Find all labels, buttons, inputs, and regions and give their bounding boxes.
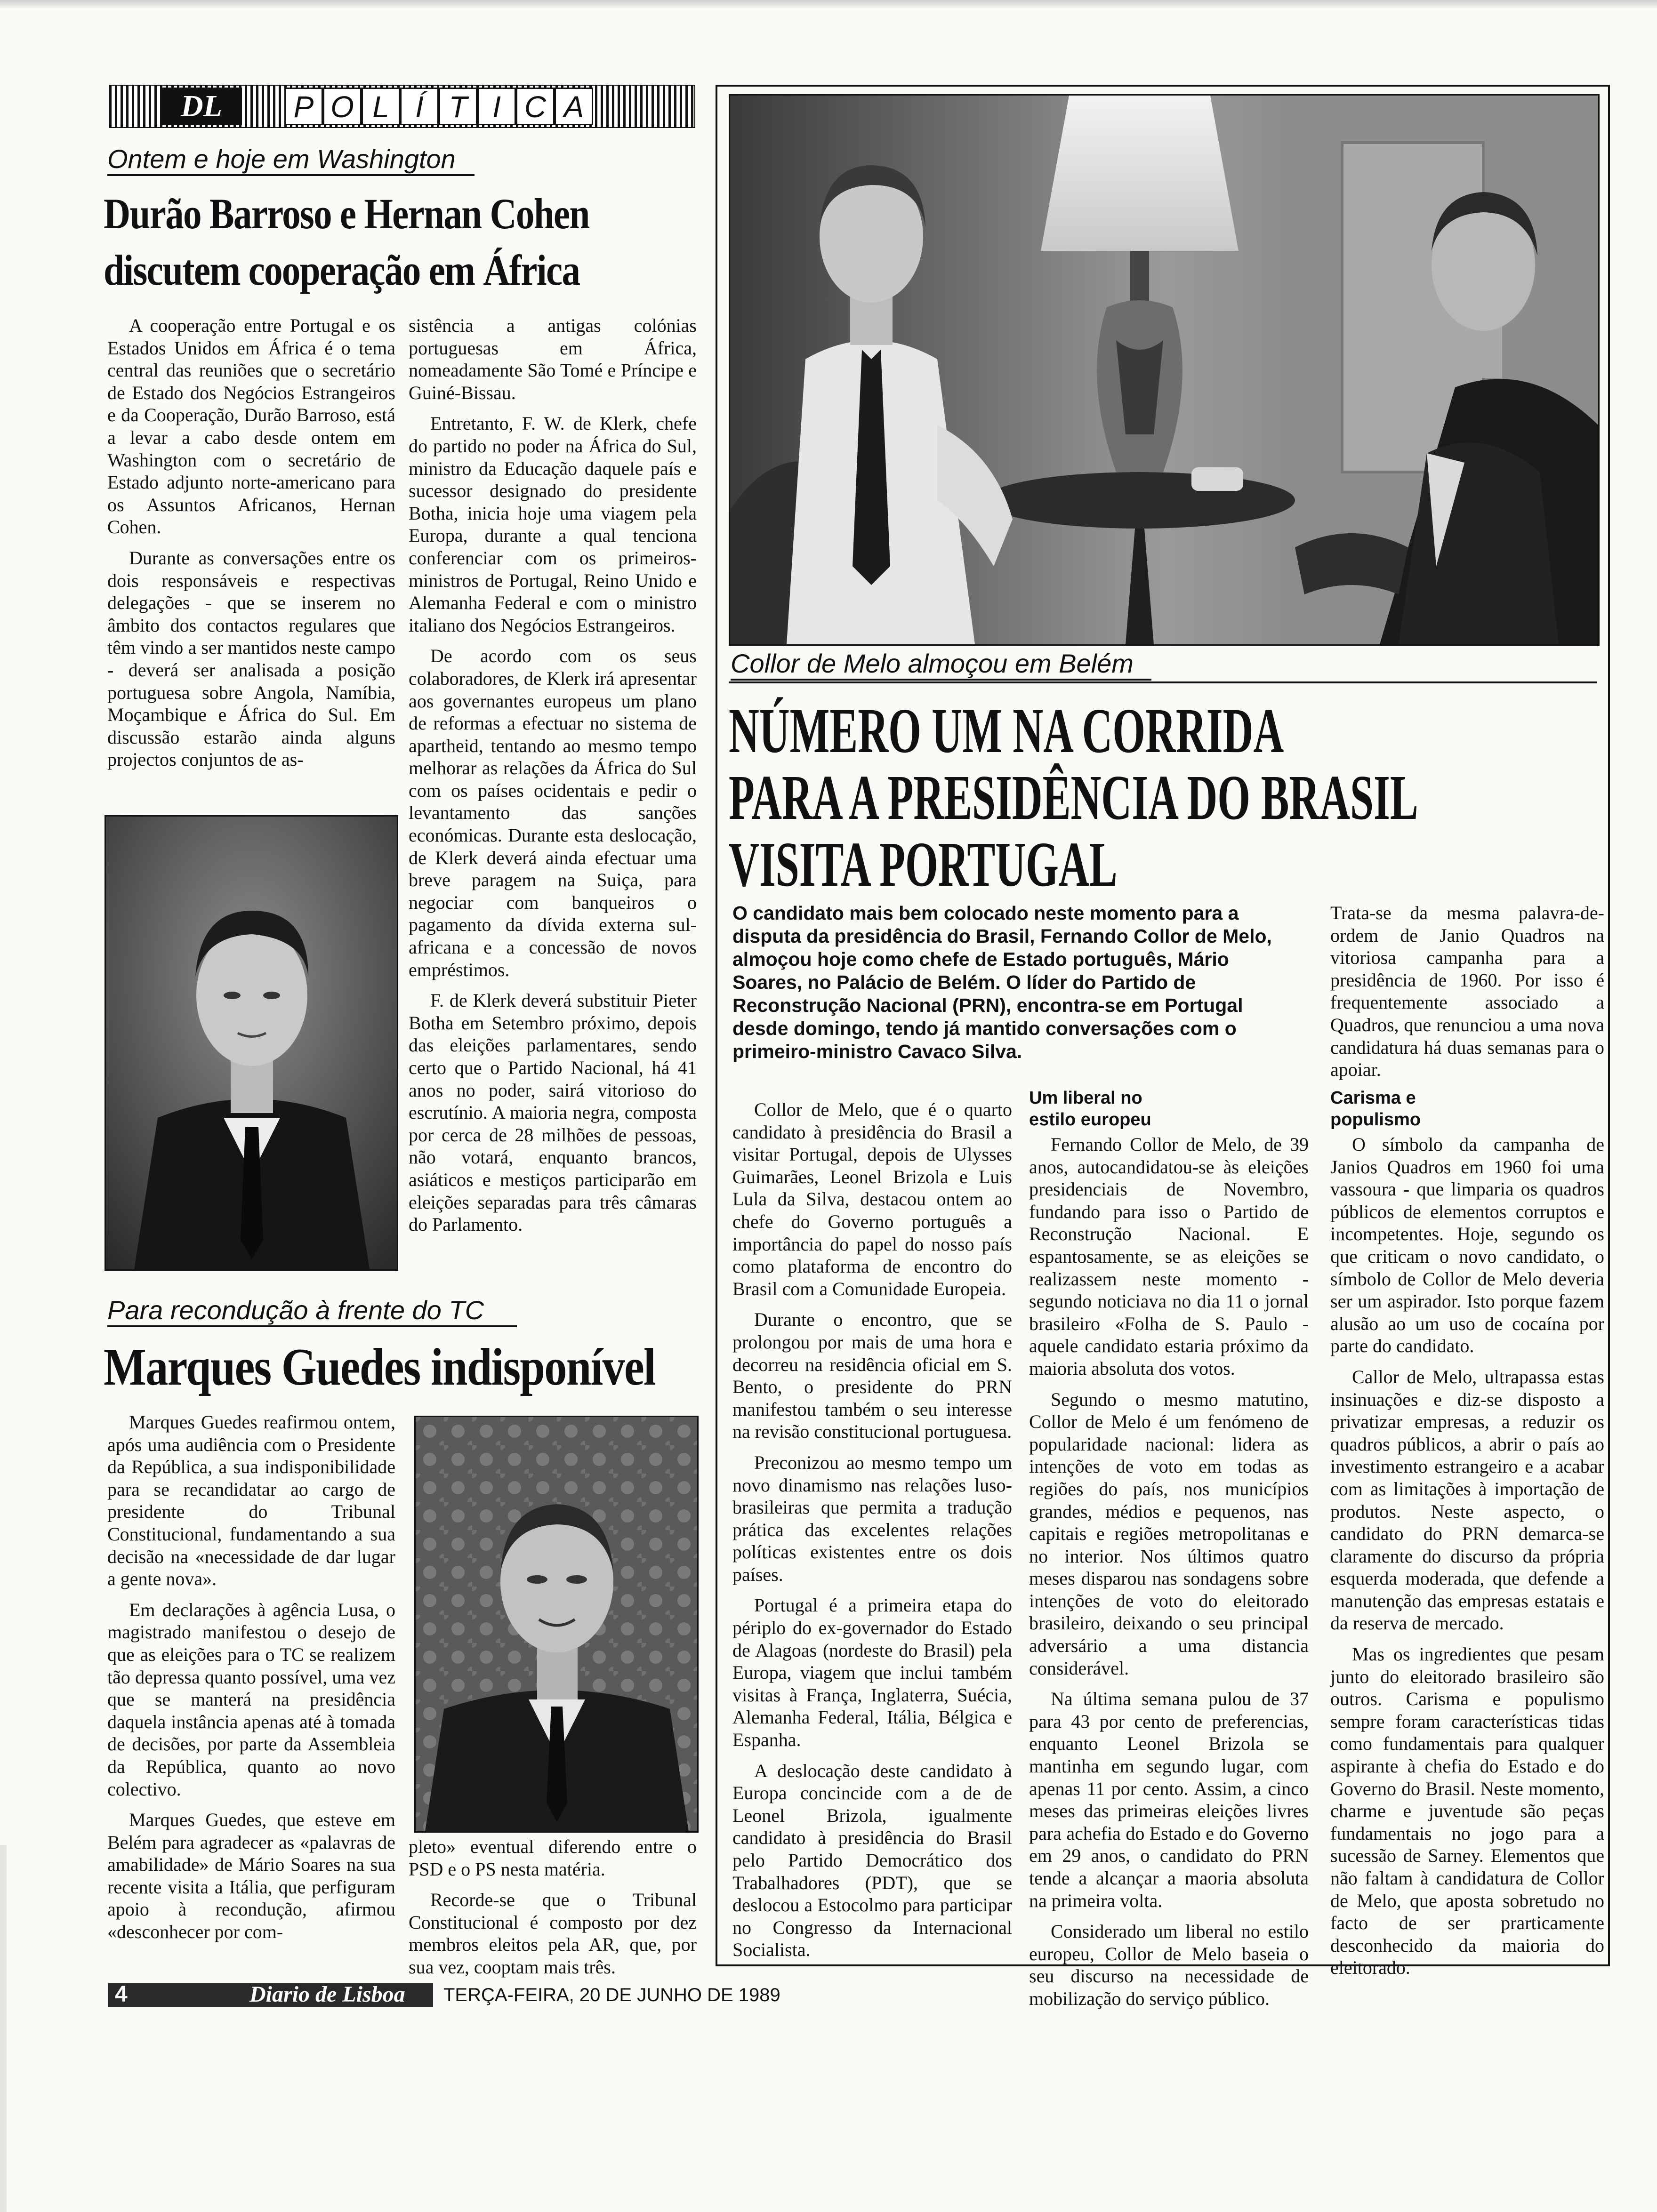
paragraph: Segundo o mesmo matutino, Collor de Melo é um fenómeno de popularidade nacional: lidera as intenções de voto em todas as regiões do país, nos municípios grandes, médios e pequenos, nas capitais e regiões metropolitanas e no interior. Nos últimos quatro meses disparou nas sondagens sobre intenções de voto do eleitorado brasileiro, deixando o seu principal adversário a uma distancia considerável. bbox=[1029, 1388, 1309, 1679]
section-letter: O bbox=[323, 88, 362, 125]
article3-photo-caption: Collor de Melo almoçou em Belém bbox=[731, 649, 1151, 681]
section-title bbox=[284, 88, 593, 125]
subhead-carisma: Carisma e populismo bbox=[1330, 1088, 1421, 1130]
photo-durao-barroso bbox=[105, 815, 398, 1271]
photo-collor-soares bbox=[729, 94, 1600, 646]
article3-headline-line2: PARA A PRESIDÊNCIA DO BRASIL bbox=[729, 762, 1418, 833]
paragraph: Durante o encontro, que se prolongou por mais de uma hora e decorreu na residência oficial em S. Bento, o presidente do PRN manifestou também o seu interesse na revisão constitucional portuguesa. bbox=[732, 1309, 1012, 1443]
article1-kicker: Ontem e hoje em Washington bbox=[107, 144, 475, 176]
paragraph: Marques Guedes, que esteve em Belém para agradecer as «palavras de amabilidade» de Mário Soares na sua recente visita a Itália, que perfiguram apoio à recondução, afirmou «desconhecer por com- bbox=[107, 1809, 395, 1943]
article2-column-2 bbox=[409, 1835, 697, 1987]
scan-edge-left bbox=[0, 1845, 7, 2212]
paragraph: A deslocação deste candidato à Europa concincide com a de de Leonel Brizola, igualmente candidato à presidência do Brasil pelo Partido Democrático dos Trabalhadores (PDT), que se deslocou a Estocolmo para participar no Congresso da Internacional Socialista. bbox=[732, 1760, 1012, 1961]
paragraph: Preconizou ao mesmo tempo um novo dinamismo nas relações luso-brasileiras que permita a tradução prática das excelentes relações políticas existentes entre os dois países. bbox=[732, 1451, 1012, 1585]
subhead-liberal: Um liberal no estilo europeu bbox=[1029, 1088, 1151, 1130]
section-letter: L bbox=[362, 88, 400, 125]
article2-headline: Marques Guedes indisponível bbox=[104, 1338, 656, 1396]
paragraph: Entretanto, F. W. de Klerk, chefe do partido no poder na África do Sul, ministro da Educação daquele país e sucessor designado do presidente Botha, inicia hoje uma viagem pela Europa, durante a qual tenciona conferenciar com os primeiros-ministros de Portugal, Reino Unido e Alemanha Federal e com o ministro italiano dos Negócios Estrangeiros. bbox=[409, 413, 697, 636]
article3-lead-side: Trata-se da mesma palavra-de-ordem de Janio Quadros na vitoriosa campanha para a presidência de 1960. Por isso é frequentemente associado a Quadros, que renunciou a uma nova candidatura há duas semanas para o apoiar. bbox=[1330, 902, 1604, 1081]
paragraph: Fernando Collor de Melo, de 39 anos, autocandidatou-se às eleições presidenciais de Novembro, fundando para isso o Partido de Reconstrução Nacional. E espantosamente, se as eleições se realizassem neste momento - segundo noticiava no dia 11 o jornal brasileiro «Folha de S. Paulo - aquele candidato estaria próximo da maioria absoluta dos votos. bbox=[1029, 1134, 1309, 1379]
article1-column-1 bbox=[107, 314, 395, 779]
paragraph: Considerado um liberal no estilo europeu, Collor de Melo baseia o seu discurso na necessidade de mobilização do serviço público. bbox=[1029, 1921, 1309, 2009]
meeting-illustration bbox=[730, 96, 1598, 644]
scan-edge-top bbox=[0, 0, 1657, 8]
article1-headline-line2: discutem cooperação em África bbox=[104, 246, 580, 294]
article1-headline-line1: Durão Barroso e Hernan Cohen bbox=[104, 190, 589, 238]
paragraph: Mas os ingredientes que pesam junto do eleitorado brasileiro são outros. Carisma e populismo sempre foram características tidas como fundamentais para qualquer aspirante à chefia do Estado e do Governo do Brasil. Neste momento, charme e juventude são peças fundamentais no jogo para a sucessão de Sarney. Elementos que não faltam à candidatura de Collor de Melo, que aposta sobretudo no facto de ser prarticamente desconhecido da maioria do eleitorado. bbox=[1330, 1643, 1604, 1979]
paragraph: pleto» eventual diferendo entre o PSD e o PS nesta matéria. bbox=[409, 1836, 697, 1880]
section-letter: C bbox=[516, 88, 555, 125]
section-banner bbox=[109, 85, 695, 128]
paragraph: F. de Klerk deverá substituir Pieter Botha em Setembro próximo, depois das eleições parlamentares, sendo certo que o Partido Nacional, há 41 anos no poder, sairá vitorioso do escrutínio. A maioria negra, composta por cerca de 28 milhões de pessoas, não votará, enquanto brancos, asiáticos e mestiços participarão em eleições separadas para três câmaras do Parlamento. bbox=[409, 990, 697, 1235]
section-letter: P bbox=[284, 88, 323, 125]
paragraph: sistência a antigas colónias portuguesas em África, nomeadamente São Tomé e Príncipe e Guiné-Bissau. bbox=[409, 315, 697, 403]
section-letter: T bbox=[439, 88, 477, 125]
paragraph: Em declarações à agência Lusa, o magistrado manifestou o desejo de que as eleições para o TC se realizem tão depressa quanto possível, uma vez que se manterá na presidência daquela instância apenas até à tomada de decisões, por parte da Assembleia da República, quanto ao novo colectivo. bbox=[107, 1599, 395, 1800]
paragraph: Durante as conversações entre os dois responsáveis e respectivas delegações - que se inserem no âmbito dos contactos regulares que têm vindo a ser mantidos neste campo - deverá ser analisada a posição portuguesa sobre Angola, Namíbia, Moçambique e África do Sul. Em discussão estarão ainda alguns projectos conjuntos de as- bbox=[107, 547, 395, 770]
article3-headline-line3: VISITA PORTUGAL bbox=[729, 829, 1118, 900]
paragraph: De acordo com os seus colaboradores, de Klerk irá apresentar aos governantes europeus um plano de reformas a efectuar no sistema de apartheid, tentando ao mesmo tempo melhorar as relações da África do Sul com os países ocidentais e pedir o levantamento das sanções económicas. Durante esta deslocação, de Klerk deverá ainda efectuar uma breve paragem na Suiça, para negociar com banqueiros o pagamento da dívida externa sul-africana e a concessão de novos empréstimos. bbox=[409, 645, 697, 980]
paragraph: Marques Guedes reafirmou ontem, após uma audiência com o Presidente da República, a sua indisponibilidade para se recandidatar ao cargo de presidente do Tribunal Constitucional, fundamentando a sua decisão na «necessidade de dar lugar a gente nova». bbox=[107, 1411, 395, 1590]
section-letter: A bbox=[555, 88, 593, 125]
paragraph: Portugal é a primeira etapa do périplo do ex-governador do Estado de Alagoas (nordeste do Brasil) pela Europa, viagem que inclui também visitas à França, Inglaterra, Suécia, Alemanha Federal, Itália, Bélgica e Espanha. bbox=[732, 1595, 1012, 1751]
article3-column-2 bbox=[1029, 1087, 1309, 2019]
footer-date: TERÇA-FEIRA, 20 DE JUNHO DE 1989 bbox=[443, 1985, 780, 2005]
paragraph: Recorde-se que o Tribunal Constitucional é composto por dez membros eleitos pela AR, que, por sua vez, cooptam mais três. bbox=[409, 1889, 697, 1978]
footer-page-number: 4 bbox=[115, 1982, 128, 2007]
portrait-illustration bbox=[106, 817, 397, 1269]
article3-lead: O candidato mais bem colocado neste momento para a disputa da presidência do Brasil, Fernando Collor de Melo, almoçou hoje como chefe de Estado português, Mário Soares, no Palácio de Belém. O líder do Partido de Reconstrução Nacional (PRN), encontra-se em Portugal desde domingo, tendo já mantido conversações com o primeiro-ministro Cavaco Silva. bbox=[732, 902, 1272, 1062]
article3-column-1 bbox=[732, 1098, 1012, 1970]
section-letter: I bbox=[477, 88, 516, 125]
paragraph: A cooperação entre Portugal e os Estados Unidos em África é o tema central das reuniões que o secretário de Estado dos Negócios Estrangeiros e da Cooperação, Durão Barroso, está a levar a cabo desde ontem em Washington com o secretário de Estado adjunto norte-americano para os Assuntos Africanos, Hernan Cohen. bbox=[107, 315, 395, 538]
article3-headline-line1: NÚMERO UM NA CORRIDA bbox=[729, 696, 1284, 766]
caption-rule bbox=[729, 681, 1597, 683]
paragraph: Collor de Melo, que é o quarto candidato à presidência do Brasil a visitar Portugal, depois de Ulysses Guimarães, Leonel Brizola e Luis Lula da Silva, destacou ontem ao chefe do Governo português a importância do papel do nosso país como plataforma de encontro do Brasil com a Comunidade Europeia. bbox=[732, 1099, 1012, 1299]
article2-column-1 bbox=[107, 1411, 395, 1952]
portrait-illustration bbox=[416, 1417, 697, 1831]
footer-masthead: Diario de Lisboa bbox=[249, 1982, 405, 2007]
section-logo: DL bbox=[161, 88, 242, 125]
section-letter: Í bbox=[400, 88, 439, 125]
paragraph: O símbolo da campanha de Janios Quadros em 1960 foi uma vassoura - que limparia os quadros públicos de elementos corruptos e incompetentes. Hoje, segundo os que criticam o novo candidato, o símbolo de Collor de Melo deveria ser um aspirador. Isto porque fazem alusão ao um uso de cocaína por parte do candidato. bbox=[1330, 1134, 1604, 1357]
paragraph: Callor de Melo, ultrapassa estas insinuações e diz-se disposto a privatizar empresas, a reduzir os quadros públicos, a abrir o país ao investimento estrangeiro e a acabar com as limitações à importação de produtos. Neste aspecto, o candidato do PRN demarca-se claramente do discurso da própria esquerda moderada, que defende a manutenção das empresas estatais e da reserva de mercado. bbox=[1330, 1366, 1604, 1634]
paragraph: Na última semana pulou de 37 para 43 por cento de preferencias, enquanto Leonel Brizola se mantinha em segundo lugar, com apenas 11 por cento. Assim, a cinco meses das primeiras eleições livres para achefia do Estado e do Governo em 29 anos, o candidato do PRN tende a alcançar a maoria absoluta na primeira volta. bbox=[1029, 1688, 1309, 1911]
article1-column-2 bbox=[409, 314, 697, 1244]
article3-column-3 bbox=[1330, 1087, 1604, 1988]
photo-marques-guedes bbox=[414, 1416, 699, 1833]
article2-kicker: Para recondução à frente do TC bbox=[107, 1295, 517, 1327]
